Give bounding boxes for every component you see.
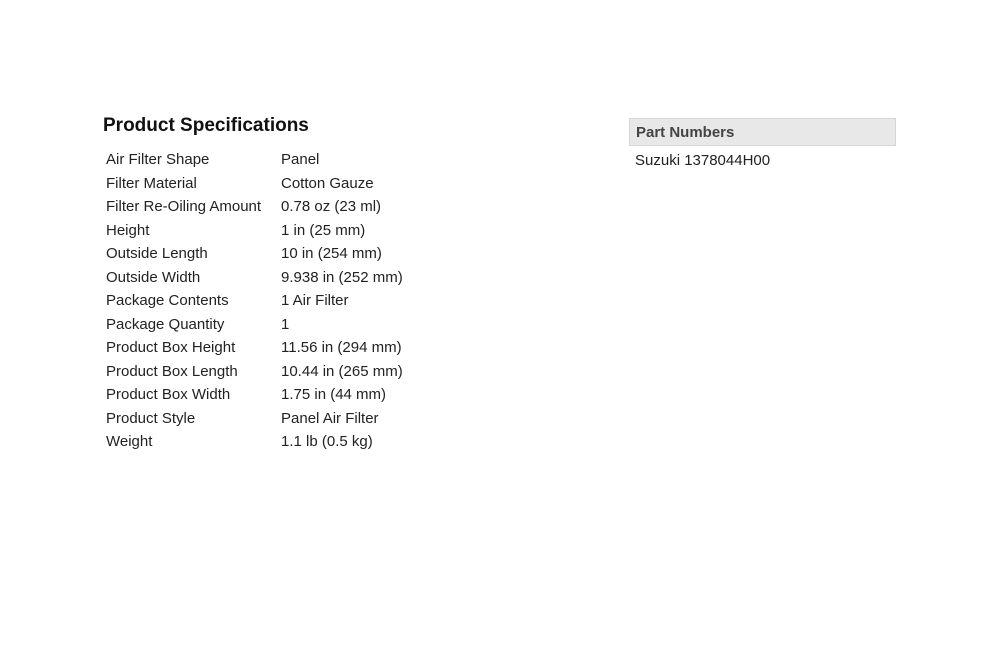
spec-row — [103, 219, 406, 243]
spec-row — [103, 148, 406, 172]
spec-row — [103, 172, 406, 196]
spec-value: 1 in (25 mm) — [281, 221, 366, 239]
spec-row — [103, 360, 406, 384]
spec-row — [103, 336, 406, 360]
spec-row — [103, 430, 406, 454]
spec-name: Package Contents — [106, 292, 229, 310]
spec-name: Product Style — [106, 409, 196, 427]
product-specifications-title: Product Specifications — [103, 115, 309, 136]
product-specifications-section — [103, 114, 523, 454]
spec-name: Weight — [106, 433, 153, 451]
spec-name: Product Box Height — [106, 339, 236, 357]
spec-value: 0.78 oz (23 ml) — [281, 198, 382, 216]
spec-value: 11.56 in (294 mm) — [281, 339, 402, 357]
spec-name: Product Box Width — [106, 386, 231, 404]
spec-name: Filter Re-Oiling Amount — [106, 198, 262, 216]
spec-value: 1 Air Filter — [281, 292, 349, 310]
spec-name: Outside Width — [106, 268, 201, 286]
spec-row — [103, 242, 406, 266]
spec-value: 1 — [281, 315, 290, 333]
spec-row — [103, 195, 406, 219]
spec-row — [103, 313, 406, 337]
part-numbers-section — [629, 118, 896, 169]
spec-name: Package Quantity — [106, 315, 225, 333]
spec-value: 1.1 lb (0.5 kg) — [281, 433, 373, 451]
spec-row — [103, 407, 406, 431]
spec-row — [103, 266, 406, 290]
spec-name: Outside Length — [106, 245, 208, 263]
part-numbers-header: Part Numbers — [629, 118, 896, 146]
spec-value: Panel Air Filter — [281, 409, 379, 427]
spec-value: 9.938 in (252 mm) — [281, 268, 403, 286]
spec-name: Filter Material — [106, 174, 197, 192]
spec-name: Height — [106, 221, 150, 239]
spec-value: 10 in (254 mm) — [281, 245, 382, 263]
spec-name: Product Box Length — [106, 362, 238, 380]
spec-row — [103, 383, 406, 407]
spec-value: Panel — [281, 151, 320, 169]
spec-value: 10.44 in (265 mm) — [281, 362, 403, 380]
specifications-table — [103, 148, 406, 454]
spec-value: Cotton Gauze — [281, 174, 374, 192]
spec-value: 1.75 in (44 mm) — [281, 386, 387, 404]
spec-row — [103, 289, 406, 313]
part-number-item: Suzuki 1378044H00 — [635, 152, 771, 169]
spec-name: Air Filter Shape — [106, 151, 210, 169]
